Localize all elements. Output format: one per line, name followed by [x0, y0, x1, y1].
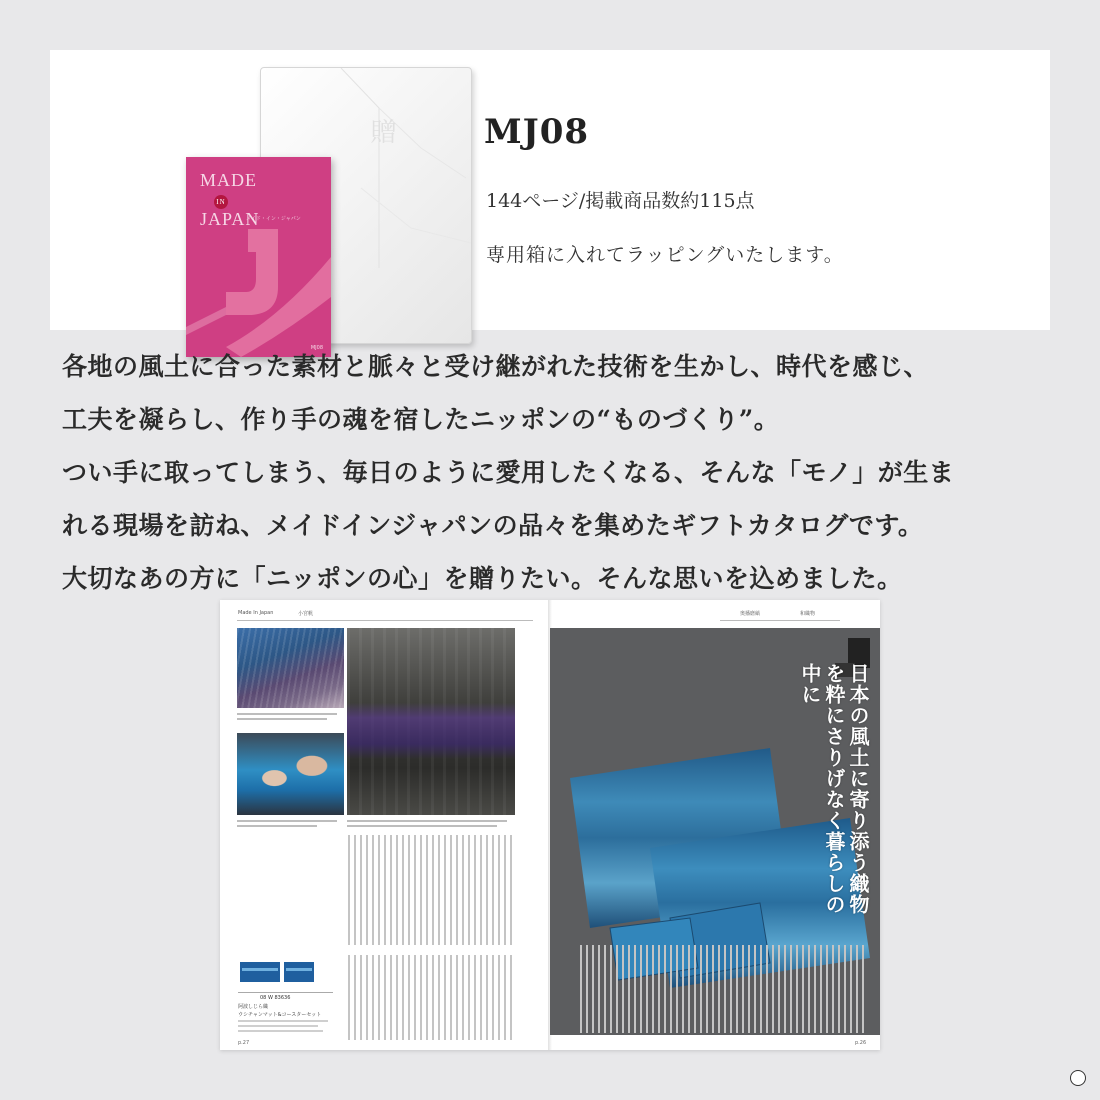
- right-header-b: 和織物: [800, 611, 816, 617]
- catalog-cover: [186, 157, 331, 357]
- page-number-left: p.27: [238, 1040, 250, 1046]
- description-line: 各地の風土に合った素材と脈々と受け継がれた技術を生かし、時代を感じ、: [62, 352, 930, 381]
- product-code: MJ08: [484, 112, 590, 152]
- left-header-section: 小宮帆: [298, 611, 314, 617]
- left-header-brand: Made In Japan: [238, 610, 274, 616]
- description-line: 工夫を凝らし、作り手の魂を宿したニッポンの“ものづくり”。: [62, 405, 780, 434]
- cover-code: MJ08: [310, 345, 323, 351]
- product-wrapping: 専用箱に入れてラッピングいたします。: [486, 244, 844, 266]
- right-text-columns: [220, 600, 880, 1050]
- product-info: 144ページ/掲載商品数約115点: [486, 190, 755, 212]
- indicator-circle-icon: [1070, 1070, 1086, 1086]
- spread-headline: 日本の風土に寄り添う織物を粋にさりげなく暮らしの中に: [798, 663, 870, 915]
- cover-subtitle: メイド・イン・ジャパン: [246, 216, 301, 222]
- description-line: 大切なあの方に「ニッポンの心」を贈りたい。そんな思いを込めました。: [62, 564, 903, 593]
- cover-title-made: MADE: [200, 170, 257, 190]
- box-kanji: 贈: [366, 118, 396, 144]
- catalog-description: [62, 340, 1062, 605]
- catalog-spread-image: [220, 600, 880, 1050]
- product-card: [50, 50, 1050, 351]
- page-number-right: p.26: [855, 1040, 867, 1046]
- cover-title-japan: JAPAN: [200, 209, 260, 229]
- description-line: つい手に取ってしまう、毎日のように愛用したくなる、そんな「モノ」が生ま: [62, 458, 955, 487]
- item-subtitle: ウシチャンマット&コースターセット: [238, 1012, 322, 1018]
- item-code: 08 W 83636: [260, 995, 291, 1001]
- item-name: 阿波しじら織: [238, 1004, 269, 1010]
- cover-in-mark: IN: [214, 195, 228, 209]
- description-line: れる現場を訪ね、メイドインジャパンの品々を集めたギフトカタログです。: [62, 511, 924, 540]
- right-header-a: 奥播磨縞: [740, 611, 761, 617]
